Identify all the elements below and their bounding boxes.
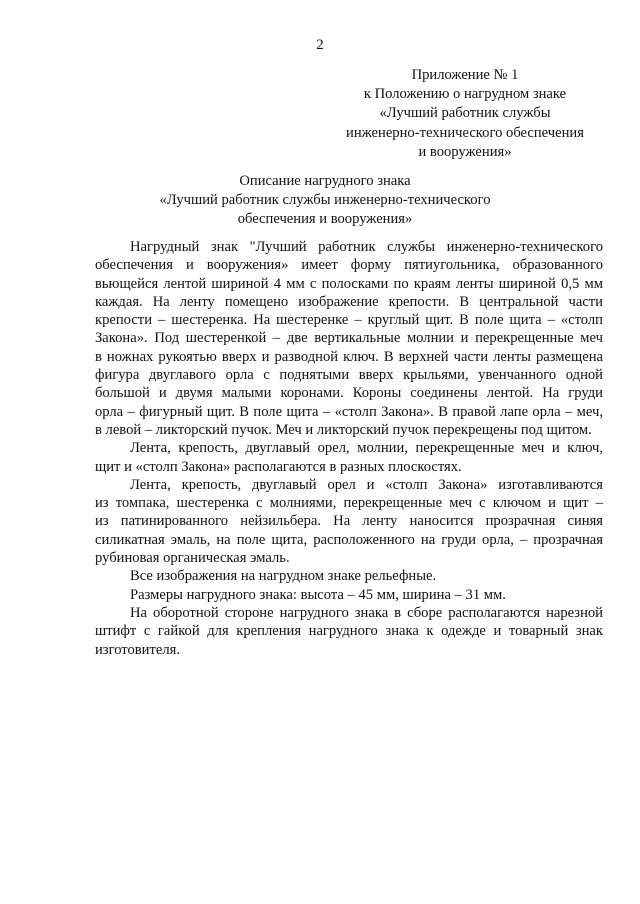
text-line: орла – фигурный щит. В поле щита – «столп Закона». В правой лапе орла – меч, <box>95 403 603 420</box>
text-line: каждая. На ленту помещено изображение крепости. В центральной части <box>95 293 603 310</box>
document-body <box>95 238 603 659</box>
appendix-line: и вооружения» <box>418 143 512 160</box>
text-line: рубиновая органическая эмаль. <box>95 550 290 567</box>
appendix-line: Приложение № 1 <box>411 67 519 83</box>
text-line: Лента, крепость, двуглавый орел и «столп Закона» изготавливаются <box>130 476 603 493</box>
text-line: штифт с гайкой для крепления нагрудного знака к одежде и товарный знак <box>95 623 603 640</box>
paragraph <box>95 238 603 439</box>
text-line: в ножнах рукоятью вверх и разводной ключ. В верхней части ленты размещена <box>95 348 603 365</box>
paragraph <box>95 439 603 476</box>
page-number: 2 <box>316 37 324 53</box>
text-line: большой и двумя малыми коронами. Короны соединены лентой. На груди <box>95 385 603 402</box>
paragraph <box>95 476 603 567</box>
text-line: из патинированного нейзильбера. На ленту наносится прозрачная синяя <box>95 513 603 530</box>
text-line: Закона». Под шестеренкой – две вертикальные молнии и перекрещенные меч <box>95 330 603 347</box>
text-line: Нагрудный знак "Лучший работник службы инженерно-технического <box>130 239 603 255</box>
text-line: крепости – шестеренка. На шестеренке – круглый щит. В поле щита – «столп <box>95 312 603 329</box>
appendix-line: к Положению о нагрудном знаке <box>363 86 567 103</box>
text-line: щит и «столп Закона» располагаются в разных плоскостях. <box>95 458 462 475</box>
text-line: обеспечения и вооружения» имеет форму пятиугольника, образованного <box>95 257 603 274</box>
text-line: На оборотной стороне нагрудного знака в сборе располагаются нарезной <box>130 604 603 621</box>
text-line: Все изображения на нагрудном знаке рельефные. <box>130 568 437 585</box>
appendix-header <box>330 66 600 162</box>
appendix-line: инженерно-технического обеспечения <box>346 124 584 141</box>
paragraph <box>95 586 603 604</box>
text-line: из томпака, шестеренка с молниями, перекрещенные меч с ключом и щит – <box>95 495 603 512</box>
title-line: «Лучший работник службы инженерно-технического <box>159 192 491 209</box>
appendix-line: «Лучший работник службы <box>379 105 551 122</box>
paragraph <box>95 604 603 659</box>
text-line: в левой – ликторский пучок. Меч и ликторский пучок перекрещены под щитом. <box>95 421 592 438</box>
text-line: Лента, крепость, двуглавый орел, молнии, перекрещенные меч и ключ, <box>130 440 603 457</box>
document-title <box>100 172 550 230</box>
title-line: Описание нагрудного знака <box>239 173 411 189</box>
text-line: силикатная эмаль, на поле щита, расположенного на груди орла, – прозрачная <box>95 531 603 548</box>
text-line: вьющейся лентой шириной 4 мм с полосками по краям ленты шириной 0,5 мм <box>95 275 603 292</box>
paragraph <box>95 567 603 585</box>
text-line: Размеры нагрудного знака: высота – 45 мм, ширина – 31 мм. <box>130 586 506 603</box>
title-line: обеспечения и вооружения» <box>237 211 413 228</box>
text-line: изготовителя. <box>95 641 180 658</box>
text-line: фигура двуглавого орла с поднятыми вверх крыльями, увенчанного одной <box>95 367 603 384</box>
